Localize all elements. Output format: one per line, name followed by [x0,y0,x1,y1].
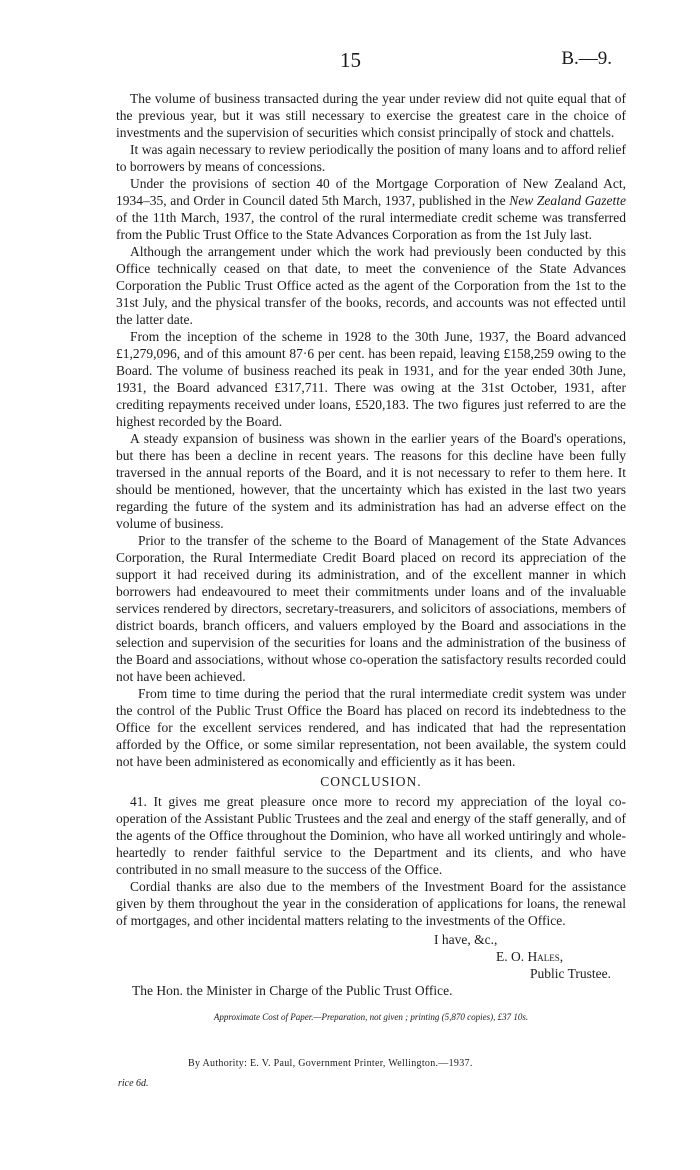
paragraph: Prior to the transfer of the scheme to the Board of Management of the State Advances Corporation, the Rural Intermediate Credit Board placed on record its appreciation of the support it had received during its administration, and of the excellent manner in which borrowers had endeavoured to meet their commitments under loans and of the invaluable services rendered by directors, secretary-treasurers, and solicitors of associations, members of district boards, branch officers, and valuers employed by the Board and associations in the selection and supervision of the securities for loans and the administration of the business of the Board and associations, without whose co-operation the satisfactory results recorded could not have been achieved. [116,533,626,684]
paragraph: A steady expansion of business was shown in the earlier years of the Board's operations, but there has been a decline in recent years. The reasons for this decline have been fully traversed in the annual reports of the Board, and it is not necessary to refer to them here. It should be mentioned, however, that the uncertainty which has existed in the last two years regarding the future of the system and its administration has had an adverse effect on the volume of business. [116,431,626,531]
signature-block [116,931,626,982]
signatory-name: E. O. Hales, [496,949,564,964]
paragraph: 41. It gives me great pleasure once more to record my appreciation of the loyal co-operation of the Assistant Public Trustees and the zeal and energy of the staff generally, and of the agents of the Office throughout the Dominion, who have all worked untiringly and whole-heartedly to render faithful service to the Department and its clients, and who have contributed in no small measure to the success of the Office. [116,794,626,877]
paragraph: The volume of business transacted during the year under review did not quite equal that of the previous year, but it was still necessary to exercise the greatest care in the choice of investments and the supervision of securities which consist principally of stock and chattels. [116,91,626,140]
gazette-text-after: of the 11th March, 1937, the control of the rural intermediate credit scheme was transferred from the Public Trust Office to the State Advances Corporation as from the 1st July last. [116,210,626,242]
addressee: The Hon. the Minister in Charge of the Public Trust Office. [132,983,453,998]
section-heading: CONCLUSION. [320,774,422,789]
document-reference: B.—9. [561,48,612,69]
paragraph: Although the arrangement under which the work had previously been conducted by this Office technically ceased on that date, to meet the convenience of the State Advances Corporation the Public Trust Office acted as the agent of the Corporation from the 1st to the 31st July, and the physical transfer of the books, records, and accounts was not effected until the latter date. [116,244,626,327]
gazette-title: New Zealand Gazette [509,193,626,208]
paragraph: It was again necessary to review periodically the position of many loans and to afford relief to borrowers by means of concessions. [116,142,626,174]
price-note: rice 6d. [118,1078,149,1089]
gazette-text-before: Under the provisions of section 40 of the Mortgage Corporation of New Zealand Act, 1934–35, and Order in Council dated 5th March, 1937, published in the [116,176,626,208]
salutation: I have, &c., [434,932,498,947]
printer-authority: By Authority: E. V. Paul, Government Printer, Wellington.—1937. [188,1058,473,1069]
page-header [0,44,700,74]
paragraph-gazette [116,175,626,243]
paragraph: From time to time during the period that the rural intermediate credit system was under the control of the Public Trust Office the Board has placed on record its indebtedness to the Office for the excellent services rendered, and has indicated that had the representation afforded by the Office, or some similar representation, not been available, the system could not have been administered as economically and efficiently as it has been. [116,686,626,769]
paragraph: Cordial thanks are also due to the members of the Investment Board for the assistance given by them throughout the year in the consideration of applications for loans, the renewal of mortgages, and other incidental matters relating to the investments of the Office. [116,879,626,928]
cost-note: Approximate Cost of Paper.—Preparation, not given ; printing (5,870 copies), £37 10s. [213,1012,529,1022]
paragraph: From the inception of the scheme in 1928 to the 30th June, 1937, the Board advanced £1,279,096, and of this amount 87·6 per cent. has been repaid, leaving £158,259 owing to the Board. The volume of business reached its peak in 1931, and for the year ended 30th June, 1931, the Board advanced £317,711. There was owing at the 31st October, 1931, after crediting repayments received under loans, £520,183. The two figures just referred to are the highest recorded by the Board. [116,329,626,429]
signatory-title: Public Trustee. [530,966,612,981]
page-number: 15 [340,48,361,72]
body-text [116,90,626,1023]
